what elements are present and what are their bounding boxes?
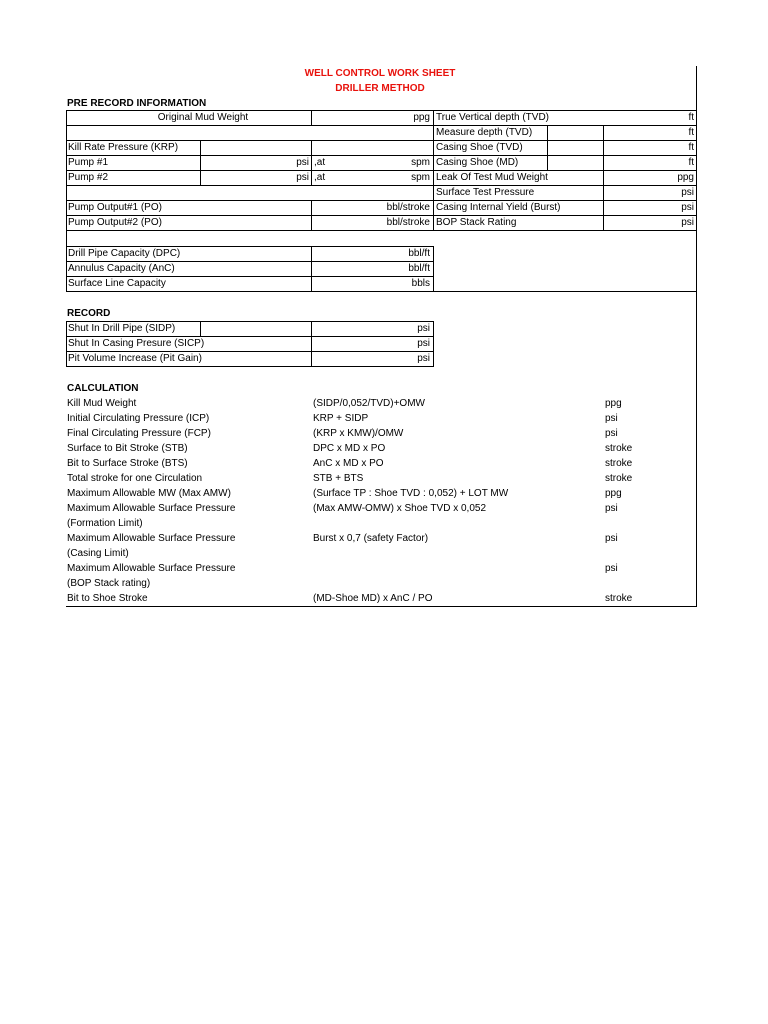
- sheet-bottom-border: [66, 606, 697, 607]
- calc-formula: STB + BTS: [313, 473, 364, 484]
- lot-label: Leak Of Test Mud Weight: [436, 172, 548, 183]
- dpc-label: Drill Pipe Capacity (DPC): [68, 248, 181, 259]
- pump2-spm-unit: spm: [411, 172, 430, 183]
- calc-formula: (KRP x KMW)/OMW: [313, 428, 404, 439]
- pre-record-heading: PRE RECORD INFORMATION: [67, 98, 207, 109]
- burst-unit: psi: [681, 202, 694, 213]
- bop-label: BOP Stack Rating: [436, 217, 517, 228]
- capacity-top-border: [66, 230, 697, 231]
- spacer-cell: [66, 125, 434, 141]
- sl-unit: bbls: [411, 278, 430, 289]
- calc-label: Maximum Allowable MW (Max AMW): [67, 488, 231, 499]
- calc-formula: KRP + SIDP: [313, 413, 369, 424]
- calc-label: Surface to Bit Stroke (STB): [67, 443, 188, 454]
- calc-unit: stroke: [605, 458, 633, 469]
- calc-unit: psi: [605, 563, 618, 574]
- calc-unit: stroke: [605, 443, 633, 454]
- sicp-label: Shut In Casing Presure (SICP): [68, 338, 205, 349]
- shoe-tvd-mid-cell[interactable]: [547, 140, 604, 156]
- anc-label: Annulus Capacity (AnC): [68, 263, 175, 274]
- calc-label: Kill Mud Weight: [67, 398, 137, 409]
- krp-label: Kill Rate Pressure (KRP): [68, 142, 179, 153]
- calc-unit: psi: [605, 428, 618, 439]
- pump1-psi-unit: psi: [296, 157, 309, 168]
- calc-formula: (Max AMW-OMW) x Shoe TVD x 0,052: [313, 503, 487, 514]
- pump2-at: ,at: [314, 172, 326, 183]
- calc-formula: (MD-Shoe MD) x AnC / PO: [313, 593, 433, 604]
- omw-label: Original Mud Weight: [157, 112, 249, 123]
- calc-formula: Burst x 0,7 (safety Factor): [313, 533, 429, 544]
- calc-formula: AnC x MD x PO: [313, 458, 384, 469]
- tvd-unit: ft: [688, 112, 694, 123]
- calc-unit: stroke: [605, 473, 633, 484]
- calc-formula: (Surface TP : Shoe TVD : 0,052) + LOT MW: [313, 488, 509, 499]
- record-heading: RECORD: [67, 308, 111, 319]
- calc-label-sub: (Casing Limit): [67, 548, 129, 559]
- tvd-label: True Vertical depth (TVD): [436, 112, 550, 123]
- po2-unit: bbl/stroke: [386, 217, 430, 228]
- calc-unit: ppg: [605, 488, 622, 499]
- pit-unit: psi: [417, 353, 430, 364]
- calc-unit: psi: [605, 533, 618, 544]
- pump1-label: Pump #1: [68, 157, 109, 168]
- pump1-at: ,at: [314, 157, 326, 168]
- calc-formula: DPC x MD x PO: [313, 443, 386, 454]
- po1-label: Pump Output#1 (PO): [68, 202, 162, 213]
- po1-unit: bbl/stroke: [386, 202, 430, 213]
- shoe-tvd-unit: ft: [688, 142, 694, 153]
- calc-unit: ppg: [605, 398, 622, 409]
- calc-unit: psi: [605, 413, 618, 424]
- pit-label: Pit Volume Increase (Pit Gain): [68, 353, 202, 364]
- krp-extra-cell[interactable]: [311, 140, 434, 156]
- shoe-md-mid-cell[interactable]: [547, 155, 604, 171]
- burst-label: Casing Internal Yield (Burst): [436, 202, 561, 213]
- calc-label: Final Circulating Pressure (FCP): [67, 428, 211, 439]
- sidp-unit: psi: [417, 323, 430, 334]
- omw-unit: ppg: [413, 112, 430, 123]
- calc-formula: (SIDP/0,052/TVD)+OMW: [313, 398, 425, 409]
- sidp-label: Shut In Drill Pipe (SIDP): [68, 323, 176, 334]
- calc-label: Total stroke for one Circulation: [67, 473, 203, 484]
- bop-unit: psi: [681, 217, 694, 228]
- shoe-md-label: Casing Shoe (MD): [436, 157, 519, 168]
- calc-label: Initial Circulating Pressure (ICP): [67, 413, 210, 424]
- md-mid-cell[interactable]: [547, 125, 604, 141]
- calc-label: Bit to Surface Stroke (BTS): [67, 458, 188, 469]
- sheet-subtitle: DRILLER METHOD: [335, 83, 425, 94]
- shoe-tvd-label: Casing Shoe (TVD): [436, 142, 523, 153]
- sicp-unit: psi: [417, 338, 430, 349]
- calc-label: Bit to Shoe Stroke: [67, 593, 148, 604]
- anc-unit: bbl/ft: [408, 263, 430, 274]
- stp-unit: psi: [681, 187, 694, 198]
- md-unit: ft: [688, 127, 694, 138]
- md-label: Measure depth (TVD): [436, 127, 533, 138]
- pump1-spm-unit: spm: [411, 157, 430, 168]
- pump2-psi-unit: psi: [296, 172, 309, 183]
- calc-label-sub: (BOP Stack rating): [67, 578, 151, 589]
- pump2-label: Pump #2: [68, 172, 109, 183]
- calc-label: Maximum Allowable Surface Pressure: [67, 503, 236, 514]
- lot-unit: ppg: [677, 172, 694, 183]
- calc-unit: psi: [605, 503, 618, 514]
- calc-label: Maximum Allowable Surface Pressure: [67, 563, 236, 574]
- dpc-unit: bbl/ft: [408, 248, 430, 259]
- spacer-cell-2: [66, 185, 434, 201]
- sl-label: Surface Line Capacity: [68, 278, 166, 289]
- sidp-mid-cell[interactable]: [200, 321, 312, 337]
- calc-unit: stroke: [605, 593, 633, 604]
- stp-label: Surface Test Pressure: [436, 187, 535, 198]
- po2-label: Pump Output#2 (PO): [68, 217, 162, 228]
- calc-label: Maximum Allowable Surface Pressure: [67, 533, 236, 544]
- calc-label-sub: (Formation Limit): [67, 518, 143, 529]
- sheet-title: WELL CONTROL WORK SHEET: [304, 68, 456, 79]
- krp-value-cell[interactable]: [200, 140, 312, 156]
- calculation-heading: CALCULATION: [67, 383, 139, 394]
- shoe-md-unit: ft: [688, 157, 694, 168]
